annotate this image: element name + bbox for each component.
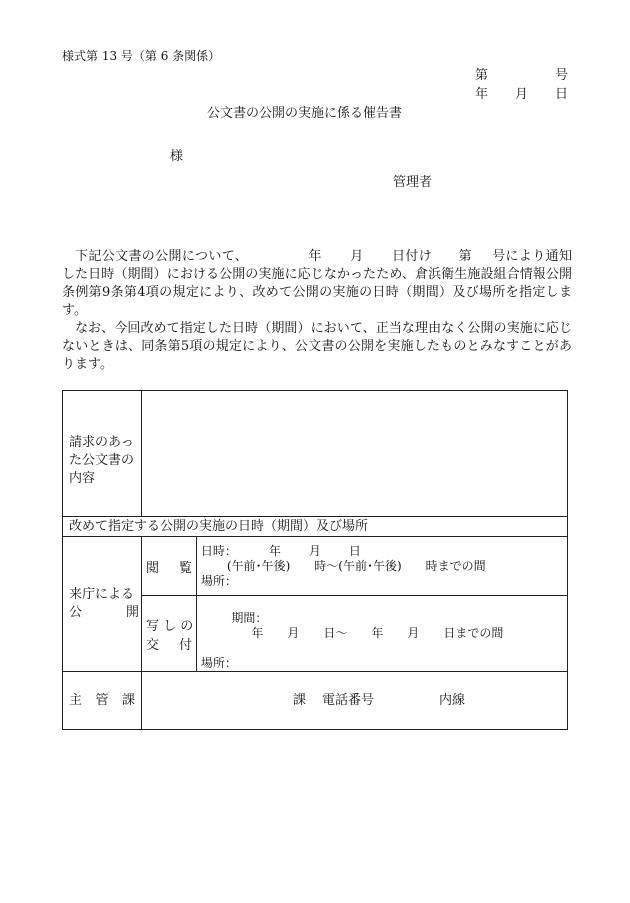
- doc-number-prefix: 第: [475, 68, 489, 83]
- form-number: 様式第 13 号（第 6 条関係）: [62, 49, 221, 63]
- doc-number-suffix: 号: [555, 68, 569, 83]
- view-detail-cell[interactable]: [196, 537, 567, 596]
- visit-label-cell: [63, 537, 142, 672]
- dept-section: 課: [292, 693, 306, 708]
- copy-label-2: [146, 634, 192, 653]
- request-content-cell[interactable]: [141, 391, 567, 517]
- copy-detail-cell[interactable]: [196, 596, 567, 672]
- request-label-cell: [63, 391, 142, 517]
- copy-place-label: 場所：: [200, 656, 237, 670]
- body-p1-no: 第: [458, 249, 472, 264]
- dept-row: [63, 672, 568, 730]
- date-year: 年: [475, 87, 489, 102]
- addressee-suffix: 様: [170, 149, 184, 164]
- view-month: 月: [308, 543, 321, 558]
- view-label-cell: [141, 537, 196, 596]
- body-text: [62, 248, 572, 374]
- view-label-b: 覧: [178, 560, 192, 576]
- view-label: [146, 557, 192, 576]
- body-p1-part-b: 号により通知した日時（期間）における公開の実施に応じなかったため、倉浜衛生施設組合情報公開条例第9条第4項の規定により、改めて公開の実施の日時（期間）及び場所を指定します。: [62, 249, 572, 318]
- request-label: 請求のあった公文書の内容: [69, 434, 135, 486]
- page-title: 公文書の公開の実施に係る催告書: [207, 106, 403, 121]
- body-paragraph-2: なお、今回改めて指定した日時（期間）において、正当な理由なく公開の実施に応じないときは、同条第5項の規定により、公文書の公開を実施したものとみなすことがあります。: [62, 321, 572, 372]
- date-day: 日: [555, 87, 569, 102]
- dept-label-a: 主: [69, 692, 83, 708]
- copy-period: 年 月 日～ 年 月 日までの間: [251, 626, 504, 640]
- copy-period-line: [201, 596, 567, 656]
- view-row: [63, 537, 568, 596]
- dept-label-b: 管: [95, 692, 109, 708]
- dept-detail-cell[interactable]: [141, 672, 567, 730]
- view-label-a: 閲: [145, 560, 159, 576]
- dept-label: [69, 692, 135, 710]
- visit-label-1: 来庁による: [69, 587, 135, 602]
- copy-label-cell: [141, 596, 196, 672]
- date-month: 月: [515, 87, 529, 102]
- issuer: 管理者: [393, 175, 433, 190]
- body-p1-dated: 日付け: [391, 249, 433, 264]
- dept-extension-label: 内線: [438, 693, 465, 708]
- body-p1-month: 月: [349, 249, 364, 264]
- dept-label-c: 課: [121, 692, 135, 708]
- detail-table: [62, 390, 568, 730]
- view-datetime-label: 日時：: [200, 543, 237, 558]
- copy-label-2b: 付: [178, 637, 192, 653]
- copy-period-label: 期間：: [231, 611, 268, 625]
- dept-phone-label: 電話番号: [321, 693, 374, 708]
- dept-label-cell: [63, 672, 142, 730]
- body-p1-year: 年: [308, 249, 322, 264]
- copy-label-1: 写 し の: [145, 618, 194, 634]
- view-time-line: (午前･午後) 時～(午前･午後) 時までの間: [226, 558, 486, 573]
- body-paragraph-1: [62, 248, 572, 320]
- view-datetime-line: [201, 544, 567, 559]
- visit-label-2b: 開: [125, 605, 139, 620]
- view-day: 日: [348, 543, 361, 558]
- view-place-label: 場所：: [200, 573, 237, 588]
- body-p1-part-a: 下記公文書の公開について、: [75, 249, 249, 264]
- request-row: [63, 391, 568, 517]
- view-year: 年: [268, 543, 281, 558]
- section-heading-row: [63, 517, 568, 537]
- copy-label-2a: 交: [145, 637, 159, 653]
- visit-label-2: [69, 604, 139, 622]
- visit-label-2a: 公: [69, 605, 83, 620]
- section-heading: 改めて指定する公開の実施の日時（期間）及び場所: [63, 517, 568, 537]
